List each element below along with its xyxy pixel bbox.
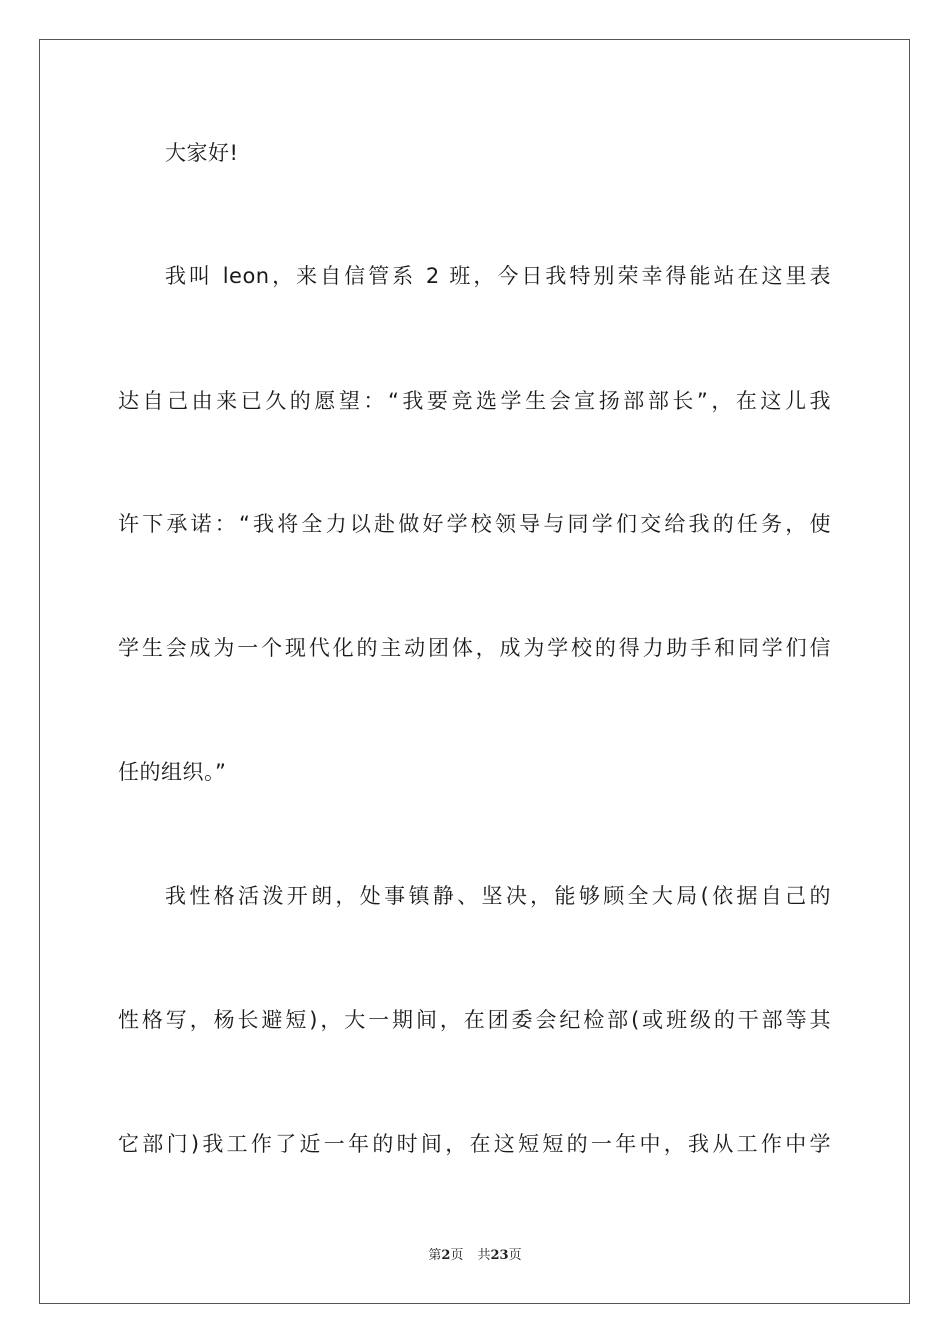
body-text-line: 我性格活泼开朗，处事镇静、坚决，能够顾全大局(依据自己的	[165, 884, 831, 908]
body-text-line: 达自己由来已久的愿望：“我要竞选学生会宣扬部部长”，在这儿我	[118, 389, 831, 413]
body-text-line: 它部门)我工作了近一年的时间，在这短短的一年中，我从工作中学	[118, 1132, 831, 1156]
page-frame	[39, 39, 910, 1304]
current-page-number: 2	[441, 1248, 451, 1263]
body-text-line: 许下承诺：“我将全力以赴做好学校领导与同学们交给我的任务，使	[118, 512, 831, 536]
total-suffix: 页	[508, 1248, 522, 1263]
total-page-count: 23	[490, 1248, 509, 1263]
page-prefix: 第	[428, 1248, 442, 1263]
page-suffix: 页	[450, 1248, 464, 1263]
body-text-line: 性格写，杨长避短)，大一期间，在团委会纪检部(或班级的干部等其	[118, 1008, 831, 1032]
body-text-line: 学生会成为一个现代化的主动团体，成为学校的得力助手和同学们信	[118, 636, 831, 660]
body-text-line: 任的组织。”	[118, 760, 227, 784]
page-number-footer	[0, 1247, 950, 1265]
greeting-line: 大家好!	[165, 141, 239, 165]
total-prefix: 共	[477, 1248, 491, 1263]
body-text-line: 我叫 leon，来自信管系 2 班，今日我特别荣幸得能站在这里表	[165, 264, 831, 288]
